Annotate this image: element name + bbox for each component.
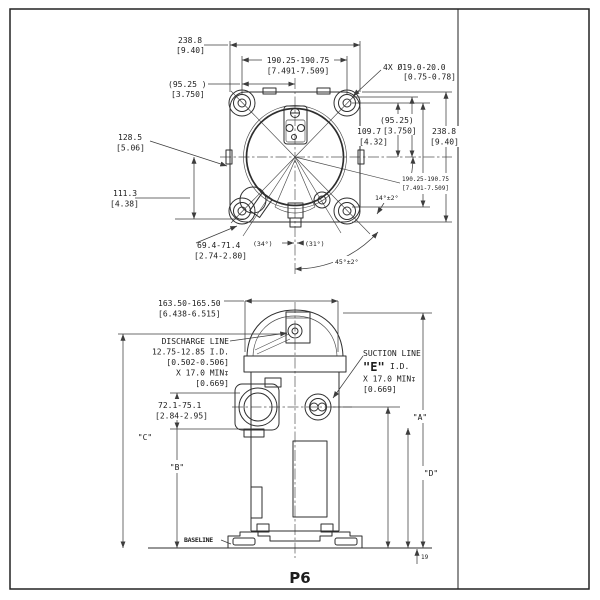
- dim-holes-mm: 4X Ø19.0-20.0: [383, 63, 446, 72]
- dim-fitting-offset-in: [2.74-2.80]: [194, 251, 247, 261]
- dim-a-label: "A": [412, 413, 428, 422]
- dim-box-offset-mm: 109.7: [357, 127, 382, 136]
- dim-side-offset-in: [5.06]: [116, 143, 145, 153]
- terminal-box: [284, 106, 307, 144]
- top-view: [110, 36, 460, 275]
- discharge-id-in: [0.502-0.506]: [166, 358, 229, 367]
- suction-depth-in: [0.669]: [363, 385, 397, 394]
- dim-half-span-v-in: [3.750]: [383, 126, 417, 136]
- dim-angle-suction: 14°±2°: [375, 194, 399, 202]
- dim-d-label: "D": [423, 469, 439, 478]
- suction-e-label: "E": [363, 360, 385, 374]
- dim-angle-left: (34°): [253, 240, 273, 248]
- dim-overall-height-mm: 238.8: [432, 127, 457, 136]
- discharge-depth: X 17.0 MIN↧: [176, 368, 229, 378]
- discharge-id: 12.75-12.85 I.D.: [151, 347, 229, 357]
- suction-line-label: SUCTION LINE: [363, 349, 421, 358]
- sheet-frame: [10, 9, 589, 589]
- dim-c-label: "C": [137, 433, 153, 442]
- dim-angle-foot: 45°±2°: [335, 258, 359, 266]
- dim-overall-width-mm: 238.8: [178, 36, 203, 45]
- discharge-fitting: [286, 312, 310, 343]
- dim-side-offset-mm: 128.5: [118, 133, 143, 142]
- dim-overall-height-in: [9.40]: [430, 137, 459, 147]
- sight-glass-fitting: [235, 378, 281, 437]
- baseline-label: BASELINE: [184, 536, 213, 544]
- dim-angle-right: (31°): [305, 240, 325, 248]
- discharge-line-label: DISCHARGE LINE: [161, 337, 229, 346]
- dim-shell-width-in: [6.438-6.515]: [158, 309, 221, 319]
- dim-holes-in: [0.75-0.78]: [403, 72, 456, 82]
- suction-id: I.D.: [390, 362, 410, 371]
- dim-sight-glass-mm: 72.1-75.1: [158, 401, 202, 410]
- figure-caption: P6: [289, 569, 311, 587]
- side-view: [118, 299, 441, 587]
- dim-overall-width-in: [9.40]: [176, 46, 205, 55]
- suction-depth: X 17.0 MIN↧: [363, 374, 416, 384]
- dim-half-span-h-mm: (95.25 ): [168, 80, 207, 89]
- dim-b-label: "B": [169, 463, 185, 472]
- discharge-depth-in: [0.669]: [195, 379, 229, 388]
- dim-sight-glass-in: [2.84-2.95]: [155, 411, 208, 421]
- dim-bottom-offset-in: [4.38]: [110, 199, 139, 209]
- dim-bottom-offset-mm: 111.3: [113, 189, 138, 198]
- dim-bolt-span-v-mm: 190.25-190.75: [402, 176, 449, 183]
- dim-bolt-span-h-mm: 190.25-190.75: [266, 56, 330, 65]
- dim-bolt-span-v-in: [7.491-7.509]: [402, 185, 449, 192]
- dim-half-span-v-mm: (95.25): [380, 116, 414, 125]
- dim-base-height: 19: [421, 554, 429, 561]
- dim-fitting-offset-mm: 69.4-71.4: [197, 241, 241, 250]
- dim-shell-width-mm: 163.50-165.50: [158, 299, 221, 308]
- dim-bolt-span-h-in: [7.491-7.509]: [266, 66, 330, 76]
- dim-box-offset-in: [4.32]: [359, 137, 388, 147]
- dim-half-span-h-in: [3.750]: [171, 90, 205, 99]
